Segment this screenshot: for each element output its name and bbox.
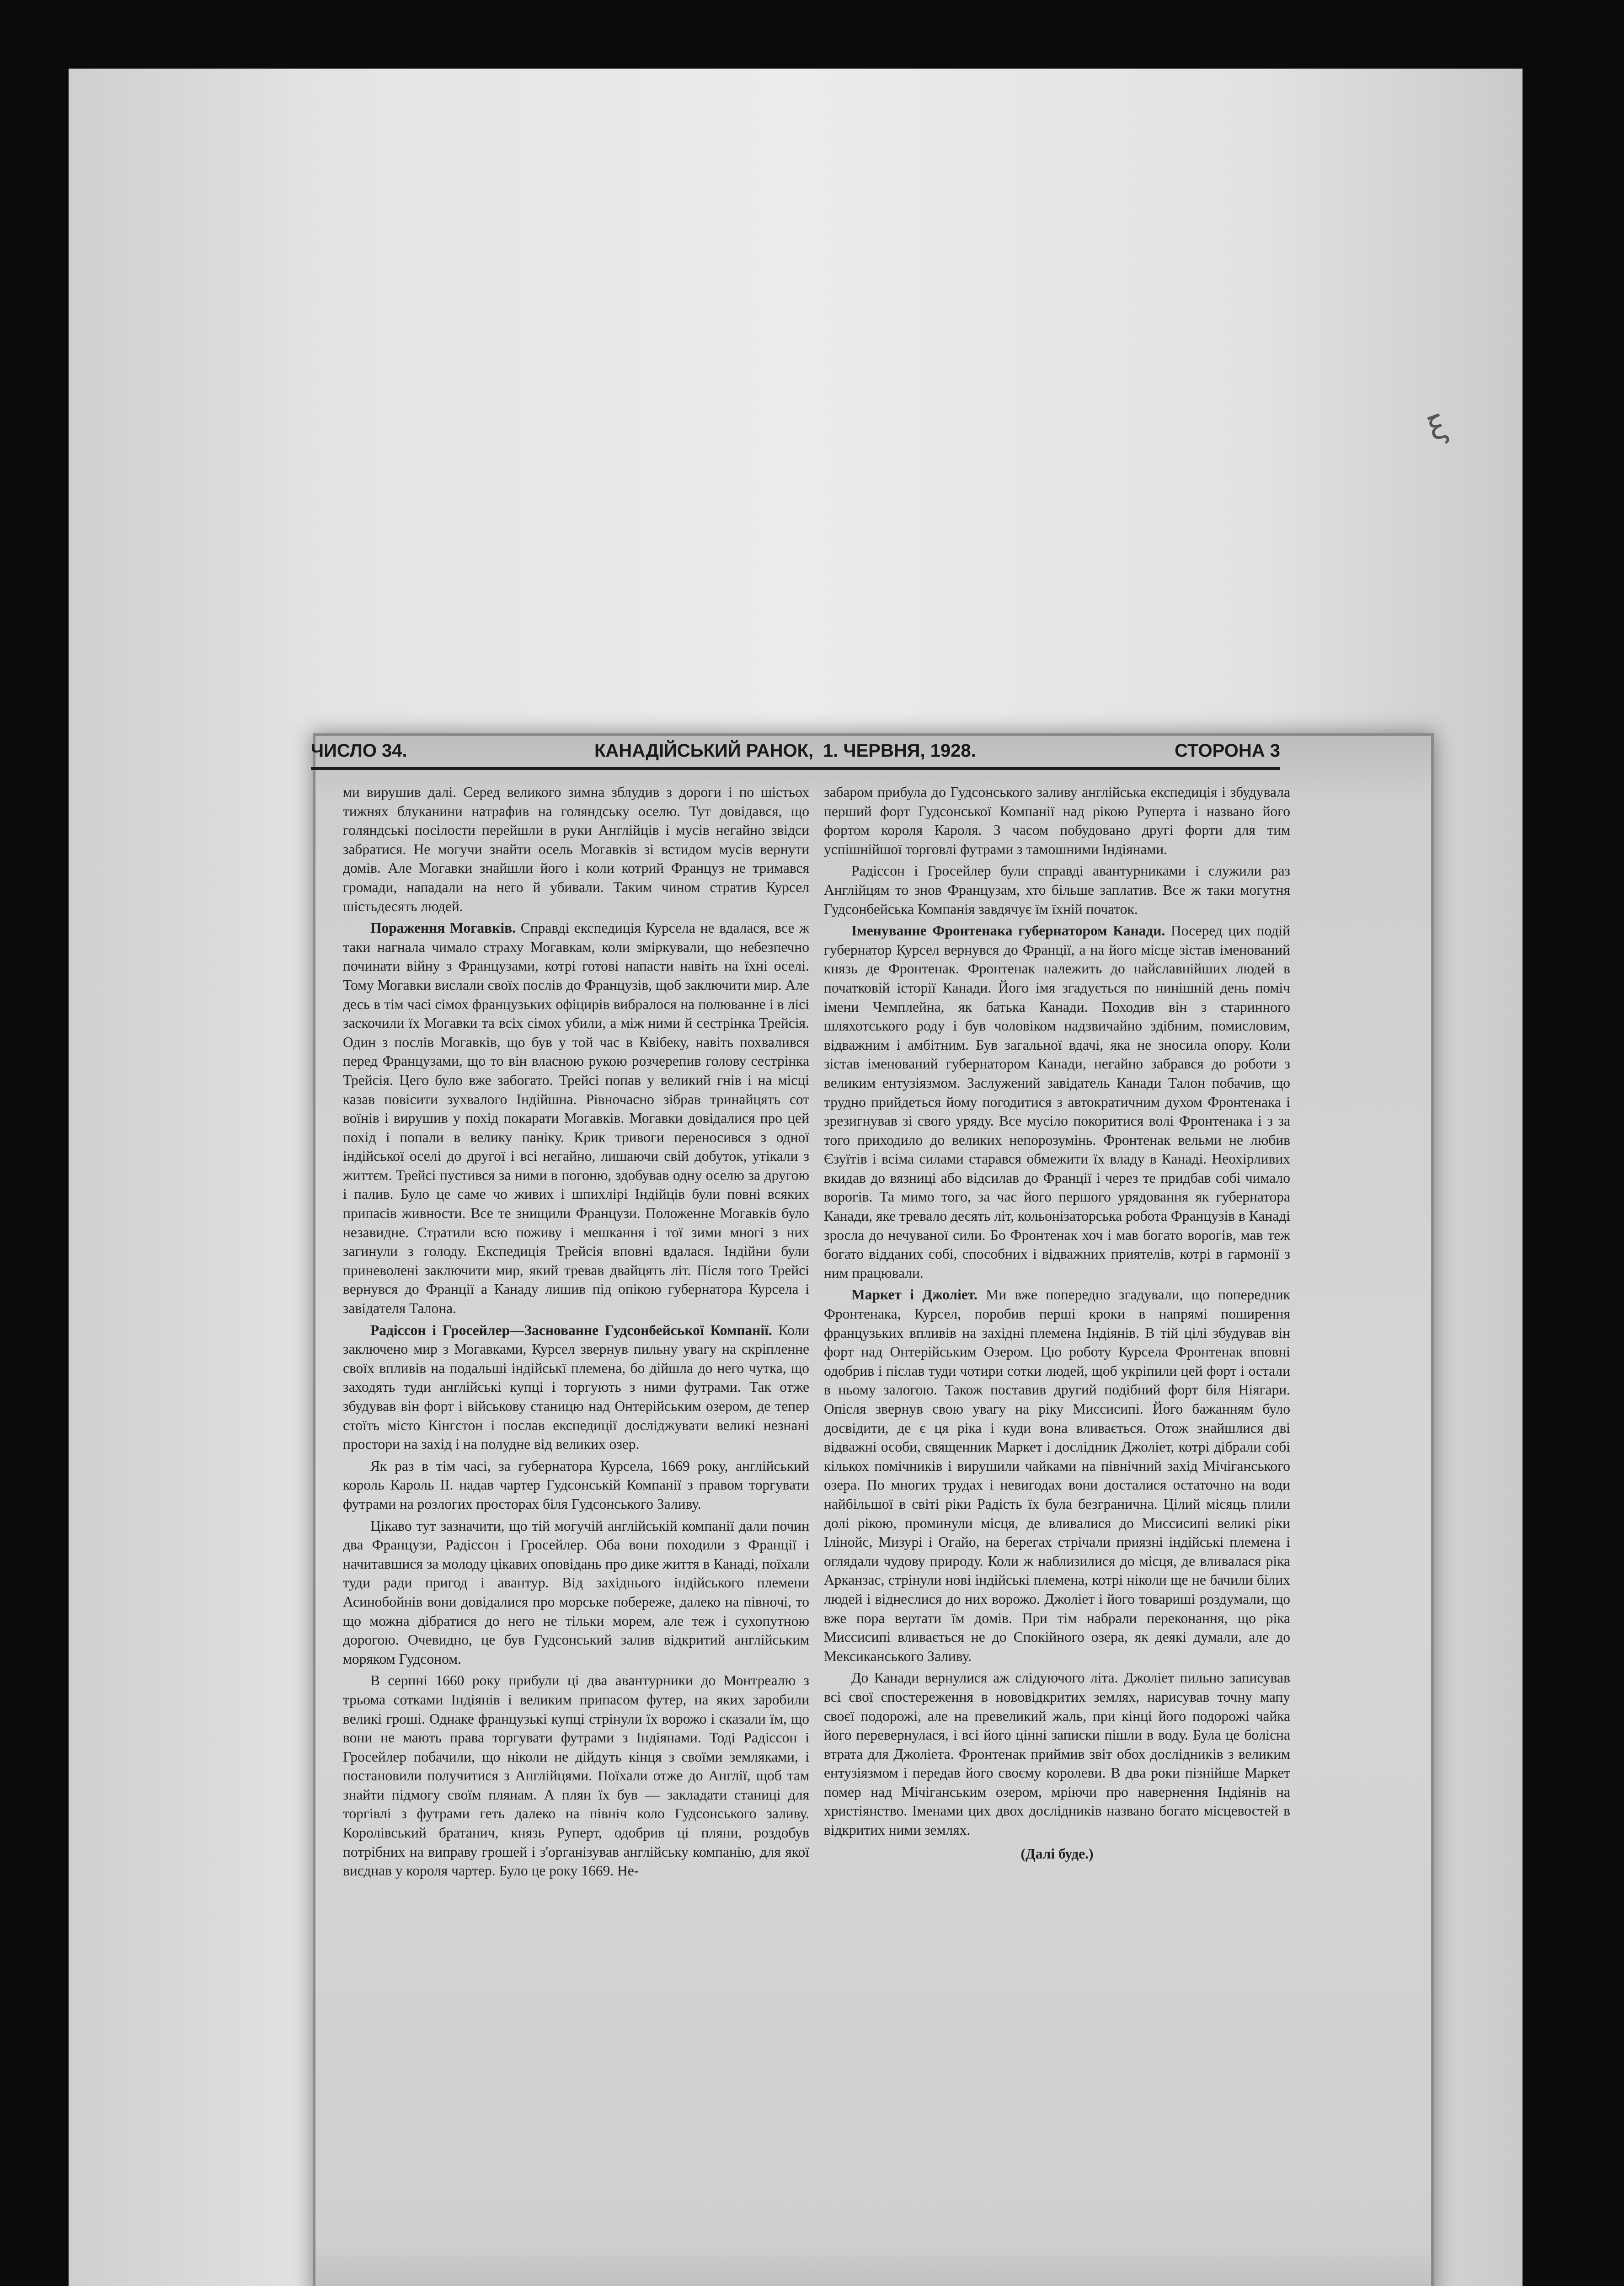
paragraph: забаром прибула до Гудсонського заливу англійська експедиція і збудувала перший форт Гудсонської Компанії над рікою Руперта і названо його фортом короля Кароля. З часом побудовано другі форти для тим успішнійшої торговлі футрами з тамошними Індіянами. xyxy=(824,784,1290,857)
continued-note: (Далі буде.) xyxy=(1020,1845,1094,1862)
section-text: Посеред цих подій губернатор Курсел вернувся до Франції, а на його місце зістав іменований князь де Фронтенак. Фронтенак належить до найславнійших людей в початковій історії Канади. Його імя згадується по нинішній день поміч імени Чемплейна, як батька Канади. Походив він з старинного шляхотського роду і був чоловіком надзвичайно здібним, помисловим, відважним і амбітним. Був загальної вдачі, яка не зносила опору. Коли зістав іменований губернатором Канади, негайно забрався до роботи з великим ентузіязмом. Заслужений завідатель Канади Талон побачив, що трудно прийдеться йому погодитися з автократичним духом Фронтенака і зрезигнував зі свого уряду. Все мусіло покоритися волі Фронтенака і з за того приходило до великих непорозумінь. Фронтенак вельми не любив Єзуїтів і всіма силами старався обмежити їх владу в Канаді. Неохірливих вкидав до вязниці або відсилав до Франції і через те придбав собі чимало ворогів. Та мимо того, за час його першого урядовання як губернатора Канади, яке тревало десять літ, кольонізаторська робота Французів в Канаді зросла до нечуваної сили. Бо Фронтенак хоч і мав богато ворогів, мав теж богато відданих собі, способних і відважних приятелів, котрі в гармонії з ним працювали. xyxy=(824,923,1290,1281)
left-column xyxy=(343,783,809,2182)
paragraph: Як раз в тім часі, за губернатора Курсела, 1669 року, англійський король Кароль II. надав чартер Гудсонській Компанії з правом торгувати футрами на розлогих просторах біля Гудсонського Заливу. xyxy=(343,1458,809,1512)
paragraph: ми вирушив далі. Серед великого зимна зблудив з дороги і по шістьох тижнях блуканини натрафив на голяндську оселю. Тут довідався, що голяндські посілости перейшли в руки Англійців і мусів негайно звідси забратися. Не могучи знайти осель Могавків зі встидом мусів вернути домів. Але Могавки знайшли його і коли котрий Француз не тримався громади, нападали на него й убивали. Таким чином стратив Курсел шістьдесять людей. xyxy=(343,784,809,914)
section-heading: Іменуванне Фронтенака губернатором Канади. xyxy=(851,923,1165,939)
newspaper-title: КАНАДІЙСЬКИЙ РАНОК, xyxy=(594,741,814,761)
film-mark: ξ xyxy=(1423,407,1453,449)
section-text: Коли заключено мир з Могавками, Курсел звернув пильну увагу на скріпленне своїх впливів на подальші індійськї племена, бо дійшла до него чутка, що заходять туди англійські купці і торгують з ними футрами. Так отже збудував він форт і військову станицю над Онтерійським озером, де тепер стоїть місто Кінгстон і послав експедиції досліджувати великі незнані простори на захід і на полудне від великих озер. xyxy=(343,1322,809,1453)
section-heading: Маркет і Джоліет. xyxy=(851,1287,978,1303)
paragraph: Цікаво тут зазначити, що тій могучій англійській компанії дали почин два Французи, Радіссон і Гросейлер. Оба вони походили з Франції і начитавшися за молоду цікавих оповідань про дике життя в Канаді, поїхали туди ради пригод і авантур. Від західнього індійського племени Асинобойнів вони довідалися про морське побереже, далеко на півночі, то що можна дібратися до него не тільки морем, але теж і сухопутною дорогою. Очевидно, це був Гудсонський залив відкритий англійським моряком Гудсоном. xyxy=(343,1517,809,1667)
paragraph xyxy=(824,1285,1290,1666)
section-heading: Радіссон і Гросейлер—Заснованне Гудсонбейської Компанії. xyxy=(370,1322,772,1338)
paragraph: Радіссон і Гросейлер були справді авантурниками і служили раз Англійцям то знов Французам, хто більше заплатив. Все ж таки могутня Гудсонбейська Компанія завдячує їм їхній початок. xyxy=(824,863,1290,917)
issue-number: ЧИСЛО 34. xyxy=(311,741,407,761)
paragraph: В серпні 1660 року прибули ці два авантурники до Монтреалю з трьома сотками Індіянів і великим припасом футер, на яких заробили великі гроші. Однаке французькі купці стрінули їх ворожо і сказали їм, що вони не мають права торгувати футрами з Індіянами. Тоді Радіссон і Гросейлер побачили, що ніколи не дійдуть кінця з своїми земляками, і постановили получитися з Англійцями. Поїхали отже до Англії, щоб там знайти підмогу своїм плянам. А плян їх був — закладати станиці для торгівлі з футрами геть далеко на північ коло Гудсонського заливу. Королівський братанич, князь Руперт, одобрив ці пляни, роздобув потрібних на виправу грошей і з'організував англійську компанію, для якої виєднав у короля чартер. Було це року 1669. Не- xyxy=(343,1672,809,1879)
paragraph xyxy=(343,1321,809,1454)
paragraph: До Канади вернулися аж слідуючого літа. Джоліет пильно записував всі свої спостереження в нововідкритих землях, нарисував точну мапу своєї подорожі, але на превеликий жаль, при кінці його подорожі чайка його перевернулася, і всі його цінні записки пішли в воду. Була це болісна втрата для Джоліета. Фронтенак приймив звіт обох дослідників з великим ентузіязмом і передав його своєму королеви. В два роки пізнійше Маркет помер над Мічіганським озером, мріючи про навернення Індіянів на христіянство. Іменами цих двох дослідників названо богато місцевостей в відкритих ними землях. xyxy=(824,1670,1290,1838)
issue-date: 1. ЧЕРВНЯ, 1928. xyxy=(823,741,976,761)
paragraph xyxy=(343,919,809,1318)
paragraph xyxy=(824,921,1290,1282)
page-number: СТОРОНА 3 xyxy=(1175,741,1280,761)
header-rule xyxy=(311,767,1280,770)
section-heading: Пораження Могавків. xyxy=(370,920,516,936)
section-text: Справді експедиція Курсела не вдалася, все ж таки нагнала чимало страху Могавкам, коли зміркували, що небезпечно починати війну з Французами, котрі готові напасти навіть на їхні оселі. Тому Могавки вислали своїх послів до Французів, щоб заключити мир. Але десь в тім часі сімох французьких офіцирів вибралося на полюванне і в лісі заскочили їх Могавки та всіх сімох убили, а між ними й сестрінка Трейсія. Один з послів Могавків, що був у той час в Квібеку, навіть похвалився перед Французами, що то він власною рукою розчерепив голову сестрінка Трейсія. Цего було вже забогато. Трейсі попав у великий гнів і на місці казав повісити зухвалого Індійшна. Рівночасно зібрав тринайцять сот воїнів і вирушив у похід покарати Могавків. Могавки довідалися про цей похід і попали в велику паніку. Крик тривоги переносився з одної індійської оселі до другої і всі негайно, лишаючи свій добуток, утікали з життєм. Трейсі пустився за ними в погоню, здобував одну оселю за другою і палив. Було це саме чо живих і шпихлірі Індійців були повні всяких припасів живности. Все те знищили Французи. Положенне Могавків було незавидне. Стратили всю поживу і мешкання і тої зими многі з них загинули з голоду. Експедиція Трейсія вповні вдалася. Індійни були приневолені заключити мир, який тревав двайцять літ. Після того Трейсі вернувся до Франції а Канаду лишив під опікою губернатора Курсела і завідателя Талона. xyxy=(343,920,809,1317)
right-column xyxy=(824,783,1290,2182)
page-content xyxy=(247,668,1362,2236)
section-text: Ми вже попередно згадували, що попередник Фронтенака, Курсел, поробив перші кроки в напрямі поширення французьких впливів на західні племена Індіянів. В тій цілі збудував він форт над Онтерійським Озером. Цю роботу Курсела Фронтенак вповні одобрив і післав туди чотири сотки людей, щоб укріпили цей форт і остали в ньому залогою. Також поставив другий подібний форт біля Ніягари. Опісля звернув свою увагу на ріку Миссисипі. Його бажанням було досвідити, де є ця ріка і куди вона вливається. Отож знайшлися дві відважні особи, священник Маркет і дослідник Джоліет, котрі дібрали собі кількох помічників і вирушили чайками на північний захід Мічіганського озера. По многих трудах і невигодах вони досталися остаточно на води найбільшої в світі ріки Радість їх була безгранична. Цілий місяць плили долі рікою, проминули місця, де вливалися до Миссисипі великі ріки Ілінойс, Мизурі і Огайо, на берегах стрічали приязні індійські племена і оглядали чудову природу. Коли ж наблизилися до місця, де вливалася ріка Арканзас, стрінули нові індійські племена, котрі ніколи ще не бачили білих людей і віднеслися до них ворожо. Джоліет і його товариші роздумали, що вже пора вертати їм домів. При тім набрали переконання, що ріка Миссисипі вливається не до Спокійного озера, як деякі думали, але до Мексиканського Заливу. xyxy=(824,1287,1290,1664)
page-header xyxy=(311,741,1280,768)
